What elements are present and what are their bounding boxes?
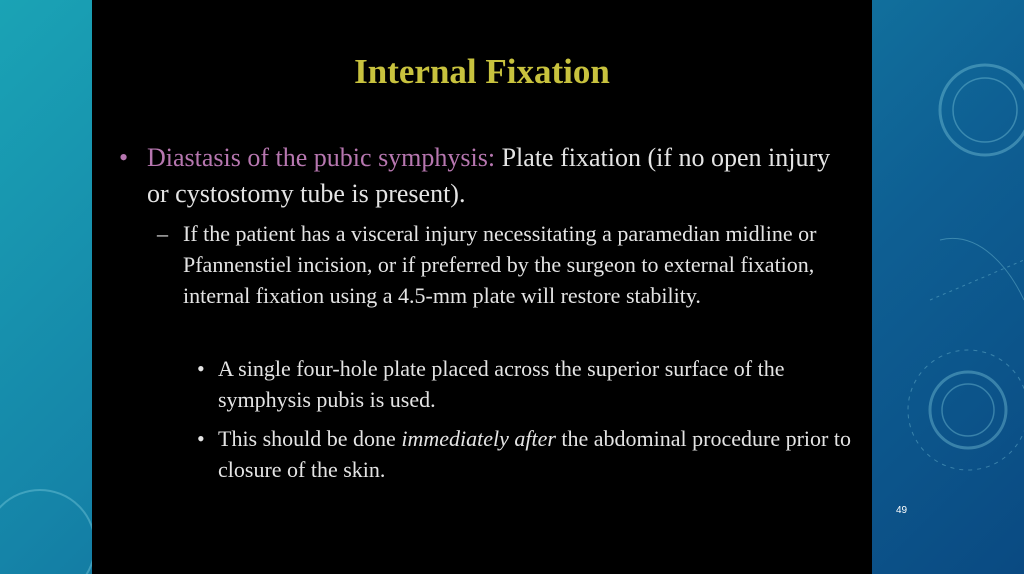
slide-canvas — [92, 0, 872, 574]
slide-title: Internal Fixation — [354, 52, 610, 91]
bullet-body: This should be done — [218, 426, 402, 451]
bullet-level3 — [197, 353, 857, 415]
page-number: 49 — [896, 505, 908, 516]
bullet-text — [197, 423, 857, 485]
bullet-level2 — [157, 218, 847, 311]
bullet-marker: • — [119, 143, 129, 172]
bullet-text — [119, 140, 839, 212]
bullet-level3 — [197, 423, 857, 485]
bullet-highlight: Diastasis of the pubic symphysis: — [147, 143, 496, 172]
bullet-level1 — [119, 140, 839, 212]
bullet-text: If the patient has a visceral injury necessitating a paramedian midline or Pfannenstiel incision, or if preferred by the surgeon to external fixation, internal fixation using a 4.5-mm plate will restore stability. — [183, 221, 817, 308]
dash-marker: – — [157, 221, 168, 246]
bullet-body: the abdominal procedure prior to closure of the skin. — [218, 426, 851, 482]
bullet-marker: • — [197, 426, 205, 451]
bullet-text: A single four-hole plate placed across the superior surface of the symphysis pubis is used. — [218, 356, 785, 412]
bullet-emphasis: immediately after — [401, 426, 556, 451]
bullet-body: Plate fixation (if no open injury or cystostomy tube is present). — [147, 143, 831, 208]
bullet-marker: • — [197, 356, 205, 381]
